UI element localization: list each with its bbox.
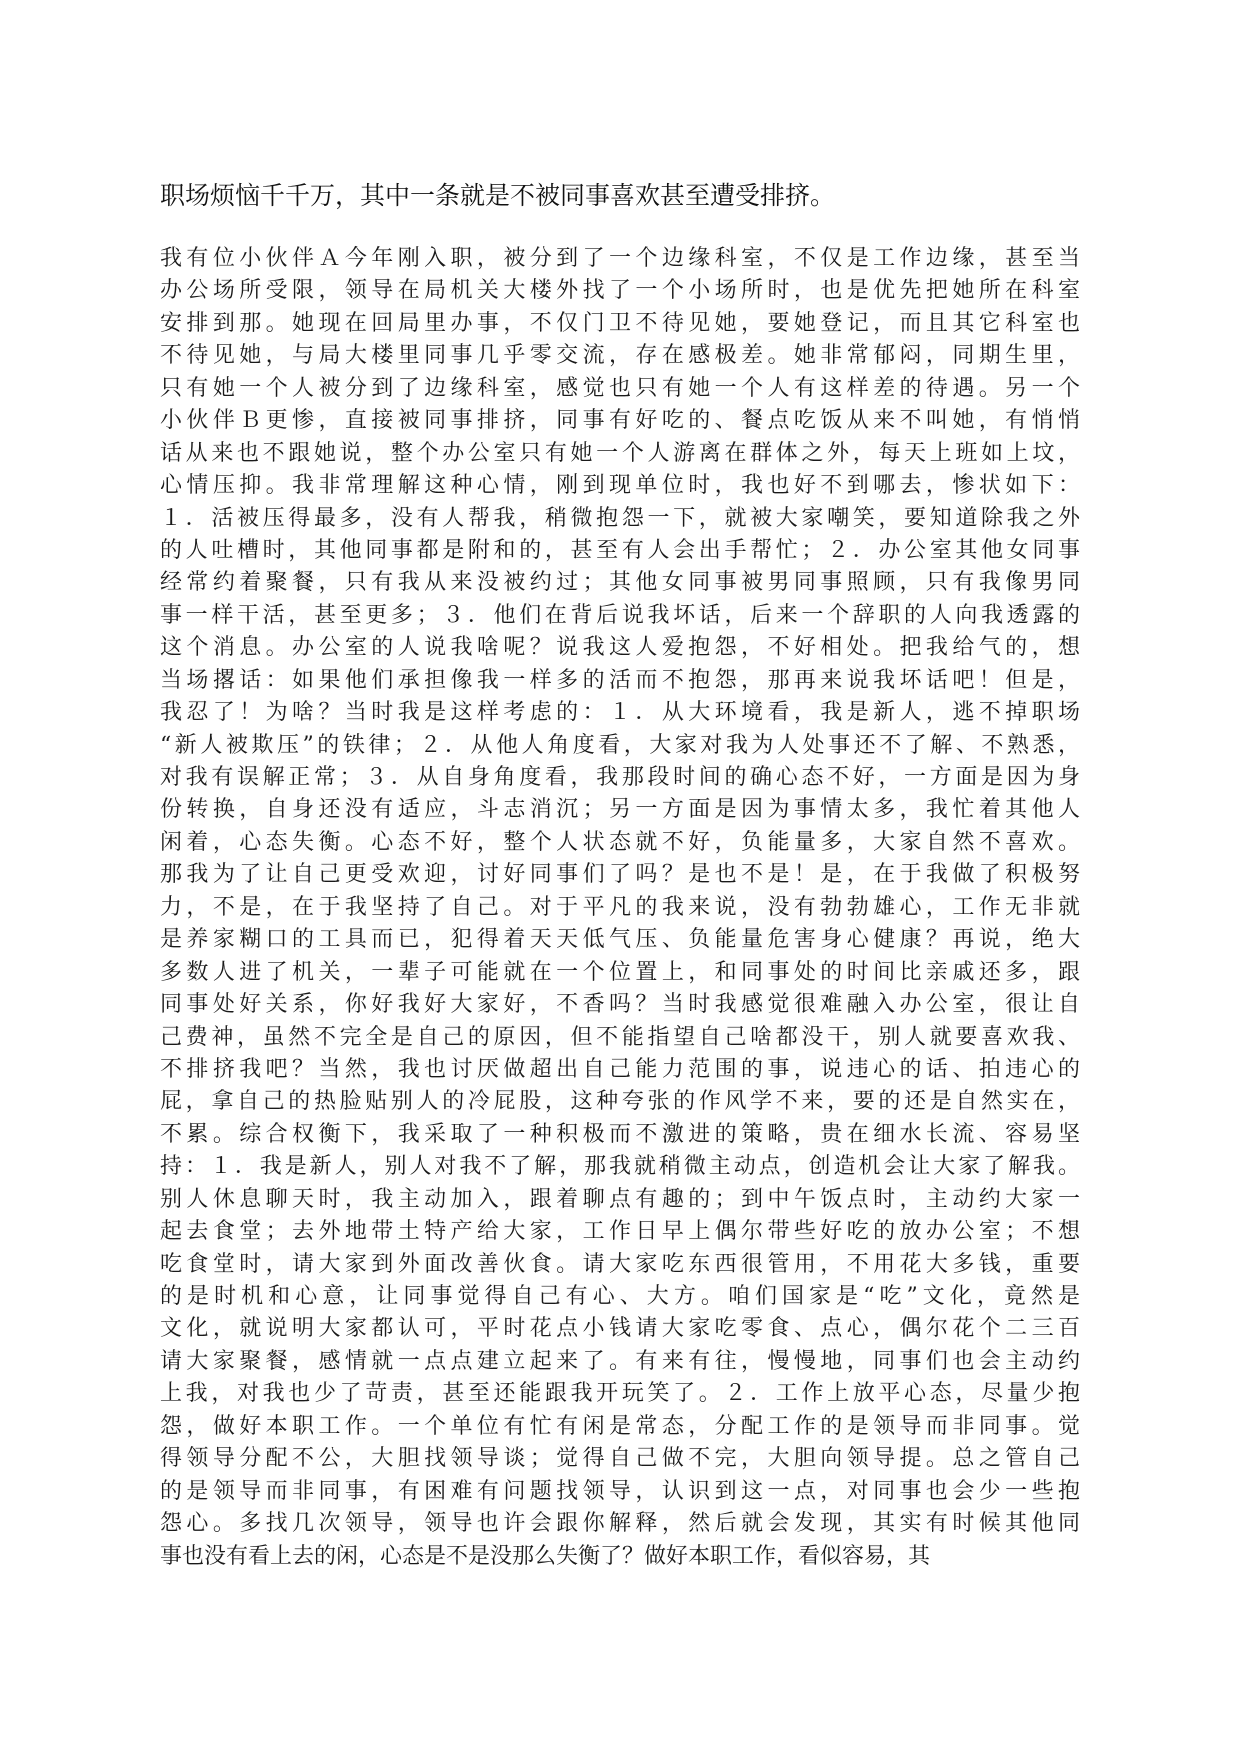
paragraph-line: 当场撂话：如果他们承担像我一样多的活而不抱怨，那再来说我坏话吧！但是， (160, 667, 1080, 693)
paragraph-line: 不排挤我吧？当然，我也讨厌做超出自己能力范围的事，说违心的话、拍违心的 (160, 1056, 1080, 1082)
paragraph-line: 己费神，虽然不完全是自己的原因，但不能指望自己啥都没干，别人就要喜欢我、 (160, 1024, 1080, 1050)
paragraph-line: 事一样干活，甚至更多；３．他们在背后说我坏话，后来一个辞职的人向我透露的 (160, 602, 1080, 628)
paragraph-line: 只有她一个人被分到了边缘科室，感觉也只有她一个人有这样差的待遇。另一个 (160, 375, 1080, 401)
paragraph-line: 不待见她，与局大楼里同事几乎零交流，存在感极差。她非常郁闷，同期生里， (160, 343, 1080, 369)
paragraph-line: 话从来也不跟她说，整个办公室只有她一个人游离在群体之外，每天上班如上坟， (160, 440, 1080, 466)
paragraph-line: 我忍了！为啥？当时我是这样考虑的：１．从大环境看，我是新人，逃不掉职场 (160, 700, 1080, 726)
paragraph-line: 怨心。多找几次领导，领导也许会跟你解释，然后就会发现，其实有时候其他同 (160, 1511, 1080, 1537)
paragraph-line: 办公场所受限，领导在局机关大楼外找了一个小场所时，也是优先把她所在科室 (160, 278, 1080, 304)
paragraph-line: 请大家聚餐，感情就一点点建立起来了。有来有往，慢慢地，同事们也会主动约 (160, 1348, 1080, 1374)
paragraph-line: １．活被压得最多，没有人帮我，稍微抱怨一下，就被大家嘲笑，要知道除我之外 (160, 505, 1080, 531)
document-body (160, 243, 1080, 1573)
paragraph-line: 闲着，心态失衡。心态不好，整个人状态就不好，负能量多，大家自然不喜欢。 (160, 829, 1080, 855)
document-title: 职场烦恼千千万，其中一条就是不被同事喜欢甚至遭受排挤。 (160, 181, 836, 210)
paragraph-line: 事也没有看上去的闲，心态是不是没那么失衡了？做好本职工作，看似容易，其 (160, 1543, 931, 1569)
paragraph-line: 的人吐槽时，其他同事都是附和的，甚至有人会出手帮忙；２．办公室其他女同事 (160, 537, 1080, 563)
paragraph-line: 多数人进了机关，一辈子可能就在一个位置上，和同事处的时间比亲戚还多，跟 (160, 959, 1080, 985)
paragraph-line: 的是领导而非同事，有困难有问题找领导，认识到这一点，对同事也会少一些抱 (160, 1478, 1080, 1504)
paragraph-line: 起去食堂；去外地带土特产给大家，工作日早上偶尔带些好吃的放办公室；不想 (160, 1219, 1080, 1245)
paragraph-line: 力，不是，在于我坚持了自己。对于平凡的我来说，没有勃勃雄心，工作无非就 (160, 894, 1080, 920)
paragraph-line: 怨，做好本职工作。一个单位有忙有闲是常态，分配工作的是领导而非同事。觉 (160, 1413, 1080, 1439)
paragraph-line: 吃食堂时，请大家到外面改善伙食。请大家吃东西很管用，不用花大多钱，重要 (160, 1251, 1080, 1277)
paragraph-line: 别人休息聊天时，我主动加入，跟着聊点有趣的；到中午饭点时，主动约大家一 (160, 1186, 1080, 1212)
paragraph-line: 安排到那。她现在回局里办事，不仅门卫不待见她，要她登记，而且其它科室也 (160, 310, 1080, 336)
paragraph-line: 不累。综合权衡下，我采取了一种积极而不激进的策略，贵在细水长流、容易坚 (160, 1121, 1080, 1147)
paragraph-line: 小伙伴Ｂ更惨，直接被同事排挤，同事有好吃的、餐点吃饭从来不叫她，有悄悄 (160, 408, 1080, 434)
paragraph-line: 经常约着聚餐，只有我从来没被约过；其他女同事被男同事照顾，只有我像男同 (160, 570, 1080, 596)
paragraph-line: “新人被欺压”的铁律；２．从他人角度看，大家对我为人处事还不了解、不熟悉， (160, 732, 1080, 758)
paragraph-line: 得领导分配不公，大胆找领导谈；觉得自己做不完，大胆向领导提。总之管自己 (160, 1446, 1080, 1472)
paragraph-line: 那我为了让自己更受欢迎，讨好同事们了吗？是也不是！是，在于我做了积极努 (160, 862, 1080, 888)
paragraph-line: 份转换，自身还没有适应，斗志消沉；另一方面是因为事情太多，我忙着其他人 (160, 797, 1080, 823)
paragraph-line: 文化，就说明大家都认可，平时花点小钱请大家吃零食、点心，偶尔花个二三百 (160, 1316, 1080, 1342)
paragraph-line: 屁，拿自己的热脸贴别人的冷屁股，这种夸张的作风学不来，要的还是自然实在， (160, 1089, 1080, 1115)
paragraph-line: 我有位小伙伴Ａ今年刚入职，被分到了一个边缘科室，不仅是工作边缘，甚至当 (160, 246, 1080, 271)
paragraph-line: 上我，对我也少了苛责，甚至还能跟我开玩笑了。２．工作上放平心态，尽量少抱 (160, 1381, 1080, 1407)
paragraph-line: 心情压抑。我非常理解这种心情，刚到现单位时，我也好不到哪去，惨状如下： (160, 473, 1080, 499)
paragraph-line: 是养家糊口的工具而已，犯得着天天低气压、负能量危害身心健康？再说，绝大 (160, 927, 1080, 953)
paragraph-line: 这个消息。办公室的人说我啥呢？说我这人爱抱怨，不好相处。把我给气的，想 (160, 635, 1080, 661)
paragraph-line: 对我有误解正常；３．从自身角度看，我那段时间的确心态不好，一方面是因为身 (160, 765, 1080, 790)
paragraph-line: 的是时机和心意，让同事觉得自己有心、大方。咱们国家是“吃”文化，竟然是 (160, 1284, 1080, 1309)
paragraph-line: 同事处好关系，你好我好大家好，不香吗？当时我感觉很难融入办公室，很让自 (160, 992, 1080, 1018)
paragraph-line: 持：１．我是新人，别人对我不了解，那我就稍微主动点，创造机会让大家了解我。 (160, 1154, 1080, 1180)
